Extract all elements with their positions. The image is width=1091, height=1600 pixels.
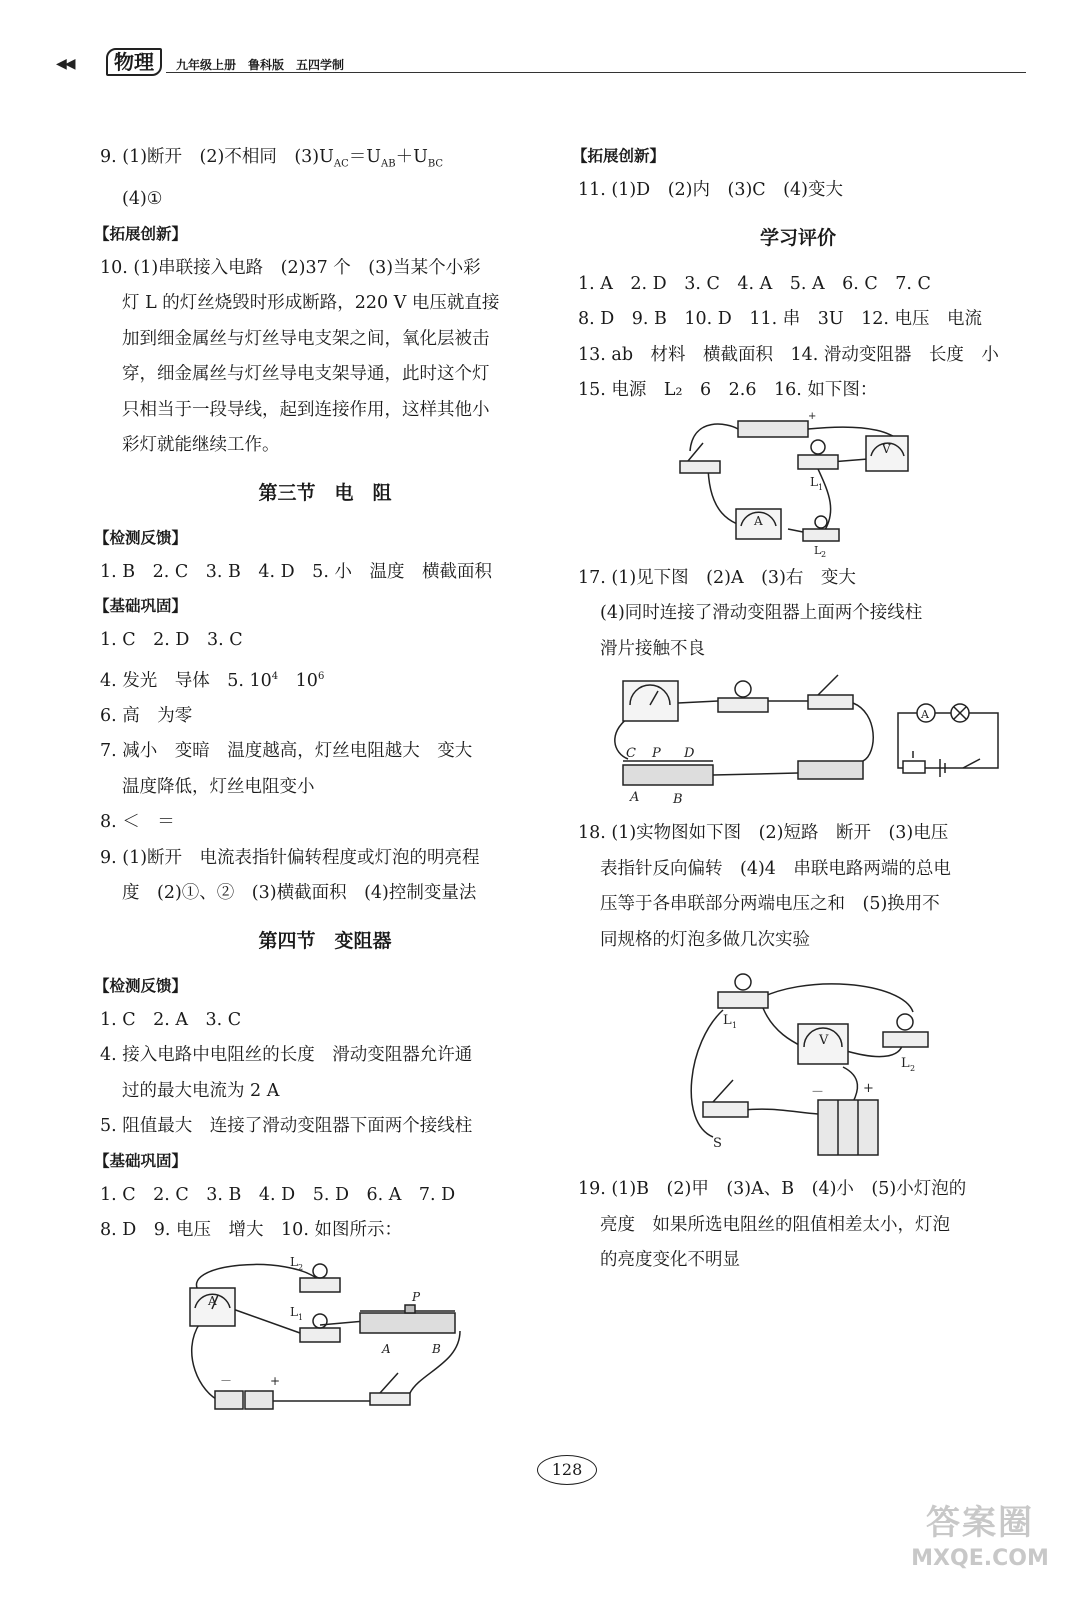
svg-text:2: 2	[910, 1064, 916, 1073]
ammeter-icon	[190, 1288, 235, 1326]
q10-line: 10. (1)串联接入电路 (2)37 个 (3)当某个小彩	[100, 257, 481, 278]
page-header	[56, 46, 1026, 76]
svg-text:V: V	[819, 1033, 829, 1048]
svg-text:C: C	[626, 746, 636, 761]
review-answers-3: 13. ab 材料 横截面积 14. 滑动变阻器 长度 小	[578, 344, 999, 365]
voltmeter-icon	[866, 436, 908, 471]
q17-line2: (4)同时连接了滑动变阻器上面两个接线柱	[600, 603, 923, 623]
s4-answer-4b: 过的最大电流为 2 A	[122, 1080, 280, 1101]
header-arrows: ◀◀	[56, 56, 74, 72]
q9-line2: (4)①	[122, 189, 163, 209]
battery-pack-icon	[798, 761, 863, 779]
voltmeter-icon	[798, 1024, 848, 1064]
svg-text:+: +	[863, 1081, 874, 1096]
left-column	[94, 140, 550, 1418]
s3-answer-9: 9. (1)断开 电流表指针偏转程度或灯泡的明亮程	[100, 847, 480, 868]
q17-line3: 滑片接触不良	[600, 638, 705, 659]
switch-icon	[808, 675, 853, 709]
figure-q10-circuit	[170, 1253, 550, 1418]
svg-text:P: P	[412, 1289, 421, 1304]
bulb-l1-icon	[718, 974, 768, 1030]
tag-basics: 【基础巩固】	[94, 1151, 188, 1170]
svg-text:+: +	[270, 1373, 281, 1388]
q19-line1: 19. (1)B (2)甲 (3)A、B (4)小 (5)小灯泡的	[578, 1179, 967, 1199]
rheostat-icon	[623, 746, 713, 807]
svg-text:－: －	[811, 1085, 825, 1100]
switch-icon	[703, 1080, 748, 1151]
review-answers-1: 1. A 2. D 3. C 4. A 5. A 6. C 7. C	[578, 273, 931, 294]
watermark-logo-text: 答案圈	[926, 1503, 1034, 1543]
tag-extension: 【拓展创新】	[94, 224, 188, 243]
s3-answer-7: 7. 减小 变暗 温度越高，灯丝电阻越大 变大	[100, 741, 473, 762]
svg-text:1: 1	[818, 482, 824, 492]
s4-answer-1: 1. C 2. A 3. C	[100, 1009, 242, 1030]
q18-line1: 18. (1)实物图如下图 (2)短路 断开 (3)电压	[578, 823, 949, 843]
rheostat-icon	[360, 1290, 455, 1356]
svg-text:2: 2	[298, 1262, 304, 1272]
page-number: 128	[537, 1455, 597, 1485]
tag-feedback: 【检测反馈】	[94, 528, 188, 547]
section-4-title: 第四节 变阻器	[258, 929, 392, 952]
svg-text:+: +	[808, 410, 817, 422]
svg-text:A: A	[921, 708, 929, 721]
review-title: 学习评价	[759, 226, 836, 249]
svg-text:2: 2	[821, 549, 827, 559]
q17-line1: 17. (1)见下图 (2)A (3)右 变大	[578, 567, 856, 588]
svg-text:L: L	[290, 1304, 298, 1319]
figure-q16-circuit	[668, 410, 1018, 559]
svg-text:L: L	[901, 1056, 910, 1071]
battery-pack-icon	[811, 1081, 878, 1155]
svg-text:B: B	[673, 792, 683, 807]
s3-feedback-answers: 1. B 2. C 3. B 4. D 5. 小 温度 横截面积	[100, 561, 492, 582]
svg-text:L: L	[290, 1254, 298, 1269]
s3-answer-1: 1. C 2. D 3. C	[100, 630, 243, 650]
q9-line1: 9. (1)断开 (2)不相同 $(3)U_{AC}=U_{AB}+U_{BC}$	[100, 147, 444, 170]
header-rule	[166, 72, 1026, 73]
q18-line4: 同规格的灯泡多做几次实验	[600, 929, 810, 950]
q10-line: 穿，细金属丝与灯丝导电支架导通，此时这个灯	[122, 364, 490, 384]
q10-line: 只相当于一段导线，起到连接作用，这样其他小	[122, 399, 490, 420]
svg-text:1: 1	[298, 1312, 304, 1322]
switch-icon	[680, 443, 720, 473]
s3-answer-4: 4. 发光 导体 5. $10^4$ $10^6$	[100, 670, 325, 691]
svg-text:A: A	[754, 513, 763, 528]
svg-text:B: B	[432, 1341, 441, 1356]
svg-text:A: A	[382, 1341, 391, 1356]
book-info: 九年级上册 鲁科版 五四学制	[176, 58, 345, 72]
q10-line: 彩灯就能继续工作。	[122, 435, 280, 455]
tag-extension: 【拓展创新】	[572, 147, 666, 165]
watermark	[895, 1500, 1065, 1572]
watermark-url: MXQE.COM	[911, 1546, 1049, 1571]
right-column	[572, 140, 1018, 1279]
q18-line3: 压等于各串联部分两端电压之和 (5)换用不	[600, 894, 940, 914]
schematic-diagram	[898, 704, 998, 777]
svg-text:A: A	[630, 790, 640, 805]
svg-text:L: L	[810, 474, 818, 489]
q11-answer: 11. (1)D (2)内 (3)C (4)变大	[578, 180, 843, 200]
figure-q18-circuit	[683, 962, 1018, 1162]
bulb-l1-icon	[798, 440, 838, 492]
s4-basic-8: 8. D 9. 电压 增大 10. 如图所示：	[100, 1220, 402, 1241]
bulb-l2-icon	[803, 516, 839, 559]
svg-text:V: V	[882, 441, 891, 456]
s4-basic-1: 1. C 2. C 3. B 4. D 5. D 6. A 7. D	[100, 1184, 456, 1205]
svg-text:1: 1	[732, 1021, 738, 1030]
bulb-l2-icon	[883, 1014, 928, 1073]
battery-pack-icon	[738, 411, 816, 437]
svg-text:L: L	[723, 1013, 732, 1028]
tag-feedback: 【检测反馈】	[94, 976, 188, 995]
s3-answer-6: 6. 高 为零	[100, 705, 193, 726]
ammeter-icon	[623, 681, 678, 721]
bulb-l2-icon	[290, 1255, 340, 1292]
s3-answer-7b: 温度降低，灯丝电阻变小	[122, 776, 315, 797]
q10-line: 灯 L 的灯丝烧毁时形成断路，220 V 电压就直接	[122, 293, 500, 313]
svg-text:S: S	[713, 1136, 722, 1151]
section-3-title: 第三节 电 阻	[258, 481, 392, 504]
switch-icon	[370, 1373, 410, 1405]
svg-text:A: A	[208, 1293, 217, 1308]
svg-text:－: －	[220, 1373, 233, 1388]
s3-answer-9b: 度 (2)①、② (3)横截面积 (4)控制变量法	[122, 883, 477, 904]
figure-q17-circuit	[608, 673, 1018, 808]
review-answers-2: 8. D 9. B 10. D 11. 串 3U 12. 电压 电流	[578, 309, 983, 329]
s3-answer-8: 8. ＜ ＝	[100, 812, 175, 833]
review-answers-4: 15. 电源 L₂ 6 2.6 16. 如下图：	[578, 380, 878, 400]
s4-answer-5: 5. 阻值最大 连接了滑动变阻器下面两个接线柱	[100, 1116, 473, 1137]
bulb-icon	[718, 681, 768, 712]
q19-line2: 亮度 如果所选电阻丝的阻值相差太小，灯泡	[600, 1214, 950, 1235]
svg-text:L: L	[814, 543, 822, 557]
ammeter-icon	[736, 509, 781, 539]
subject-badge: 物理	[106, 48, 162, 76]
tag-basics: 【基础巩固】	[94, 597, 188, 615]
svg-text:D: D	[684, 746, 695, 761]
svg-text:P: P	[652, 746, 661, 761]
q19-line3: 的亮度变化不明显	[600, 1250, 740, 1270]
q10-line: 加到细金属丝与灯丝导电支架之间，氧化层被击	[122, 328, 490, 349]
q18-line2: 表指针反向偏转 (4)4 串联电路两端的总电	[600, 858, 951, 879]
s4-answer-4: 4. 接入电路中电阻丝的长度 滑动变阻器允许通	[100, 1045, 473, 1066]
battery-icon	[215, 1374, 280, 1409]
